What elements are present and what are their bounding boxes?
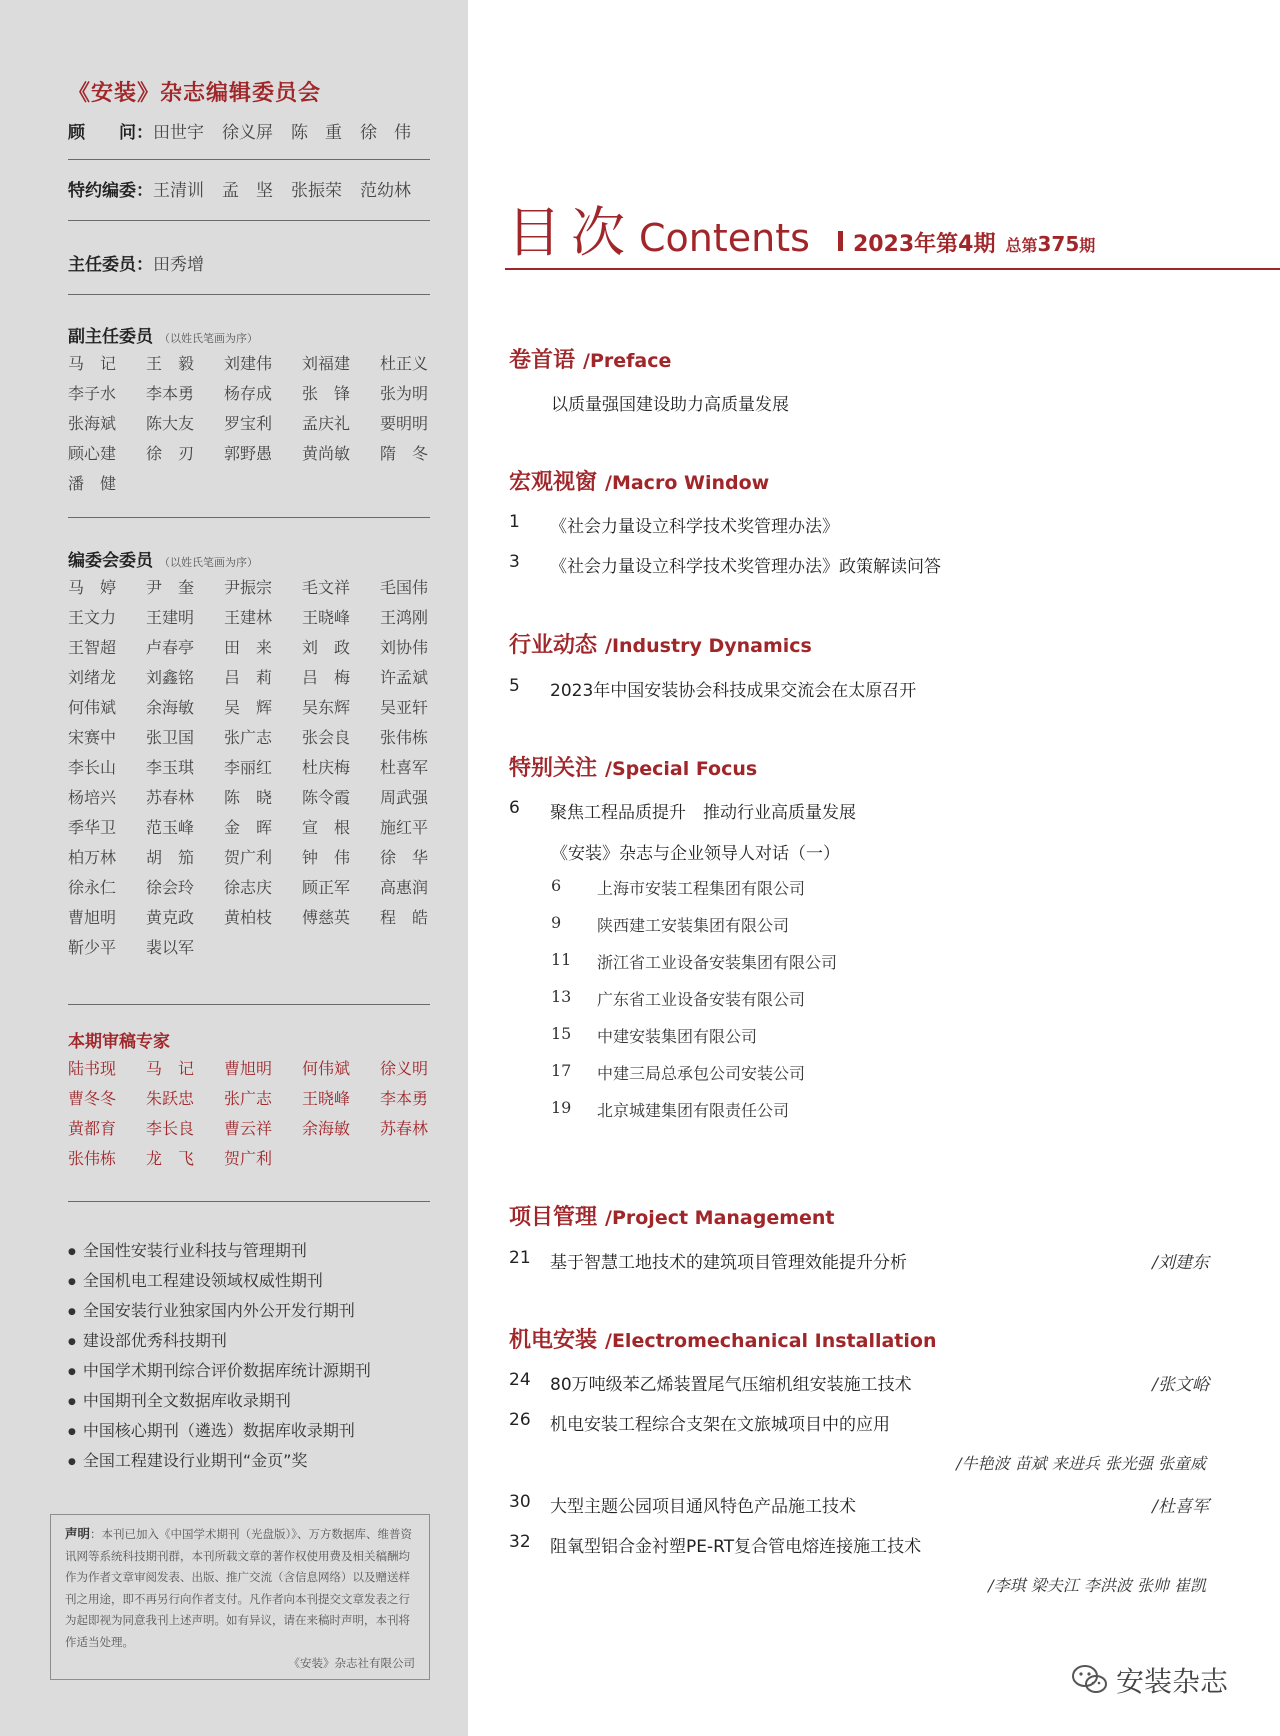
committee-member-name: 徐志庆 xyxy=(224,878,273,897)
vice-director-name: 郭野愚 xyxy=(224,444,273,463)
committee-member-name: 徐 华 xyxy=(380,848,429,867)
wechat-icon xyxy=(1070,1662,1110,1698)
page-number: 21 xyxy=(509,1248,531,1268)
committee-member-name: 季华卫 xyxy=(68,818,117,837)
section-special-focus xyxy=(509,751,757,782)
vice-director-name: 张为明 xyxy=(380,384,429,403)
committee-member-name: 吕 梅 xyxy=(302,668,351,687)
declaration-box xyxy=(50,1514,430,1680)
divider xyxy=(68,1201,430,1202)
vice-director-name: 李子水 xyxy=(68,384,117,403)
vice-director-name: 隋 冬 xyxy=(380,444,429,463)
reviewer-name: 张伟栋 xyxy=(68,1149,117,1168)
page-number: 11 xyxy=(551,950,572,969)
entry-title: 80万吨级苯乙烯装置尾气压缩机组安装施工技术 xyxy=(550,1375,912,1395)
committee-member-name: 吴 辉 xyxy=(224,698,273,717)
committee-heading-text: 编委会委员 xyxy=(68,551,153,571)
toc-entry[interactable] xyxy=(509,1532,1209,1557)
committee-heading xyxy=(68,546,258,571)
entry-title: 聚焦工程品质提升 推动行业高质量发展 xyxy=(550,803,856,823)
declaration-text: ：本刊已加入《中国学术期刊（光盘版）》、万方数据库、维普资讯网等系统科技期刊群，本刊所载文章的著作权使用费及相关稿酬均作为作者文章审阅发表、出版、推广交流（含信息网络）以及赠送样刊之用途，即不再另行向作者支付。凡作者向本刊提交文章发表之行为起即视为同意我刊上述声明。如有异议，请在来稿时声明，本刊将作适当处理。 xyxy=(65,1527,413,1649)
section-en: /Electromechanical Installation xyxy=(605,1330,937,1352)
contents-title-cn: 目次 xyxy=(507,201,635,264)
divider xyxy=(68,294,430,295)
committee-member-name: 徐永仁 xyxy=(68,878,117,897)
company-name: 中建三局总承包公司安装公司 xyxy=(597,1064,806,1083)
committee-member-name: 张卫国 xyxy=(146,728,195,747)
honor-item: ● 中国期刊全文数据库收录期刊 xyxy=(68,1386,371,1416)
committee-member-name: 裴以军 xyxy=(146,938,195,957)
vice-director-name: 孟庆礼 xyxy=(302,414,351,433)
declaration-label: 声明 xyxy=(65,1526,91,1541)
reviewers-grid xyxy=(68,1056,440,1176)
reviewer-name: 龙 飞 xyxy=(146,1149,195,1168)
vice-director-name: 王 毅 xyxy=(146,354,195,373)
reviewer-name: 朱跃忠 xyxy=(146,1089,195,1108)
honor-item: ● 中国核心期刊（遴选）数据库收录期刊 xyxy=(68,1416,371,1446)
advisor-name: 田世宇 xyxy=(153,123,204,143)
company-name: 浙江省工业设备安装集团有限公司 xyxy=(597,953,838,972)
toc-entry[interactable] xyxy=(509,1370,1209,1395)
honor-item: ● 全国机电工程建设领域权威性期刊 xyxy=(68,1266,371,1296)
advisors-names xyxy=(153,118,429,143)
wechat-logo xyxy=(1070,1660,1228,1700)
reviewer-name: 曹冬冬 xyxy=(68,1089,117,1108)
committee-member-name: 陈 晓 xyxy=(224,788,273,807)
vice-director-name: 潘 健 xyxy=(68,474,117,493)
page-number: 13 xyxy=(551,987,572,1006)
section-en: /Special Focus xyxy=(605,758,758,780)
reviewer-name: 张广志 xyxy=(224,1089,273,1108)
entry-title: 大型主题公园项目通风特色产品施工技术 xyxy=(550,1497,856,1517)
section-preface xyxy=(509,343,671,374)
committee-member-name: 张会良 xyxy=(302,728,351,747)
divider xyxy=(68,517,430,518)
total-issue xyxy=(1005,232,1095,256)
vice-director-name: 马 记 xyxy=(68,354,117,373)
committee-member-name: 何伟斌 xyxy=(68,698,117,717)
vice-directors-heading-text: 副主任委员 xyxy=(68,327,153,347)
vice-director-name: 陈大友 xyxy=(146,414,195,433)
company-entry[interactable] xyxy=(551,1061,805,1084)
contents-title-en: Contents xyxy=(639,216,810,260)
committee-member-name: 宣 根 xyxy=(302,818,351,837)
company-entry[interactable] xyxy=(551,913,789,936)
vice-directors-grid xyxy=(68,351,440,501)
committee-member-name: 刘鑫铭 xyxy=(146,668,195,687)
entry-author: /刘建东 xyxy=(1152,1253,1209,1273)
committee-member-name: 杨培兴 xyxy=(68,788,117,807)
page-number: 3 xyxy=(509,552,520,572)
vice-director-name: 刘建伟 xyxy=(224,354,273,373)
special-editors-row xyxy=(68,176,429,201)
company-entry[interactable] xyxy=(551,876,805,899)
advisor-name: 徐义屏 xyxy=(222,123,273,143)
honor-item: ● 全国工程建设行业期刊“金页”奖 xyxy=(68,1446,371,1476)
toc-entry[interactable] xyxy=(509,676,1209,701)
section-cn: 宏观视窗 xyxy=(509,470,598,495)
vice-director-name: 徐 刃 xyxy=(146,444,195,463)
vice-director-name: 罗宝利 xyxy=(224,414,273,433)
editor-name: 范幼林 xyxy=(360,181,411,201)
committee-member-name: 刘 政 xyxy=(302,638,351,657)
company-entry[interactable] xyxy=(551,1098,789,1121)
advisor-name: 陈 重 xyxy=(291,123,342,143)
entry-title: 基于智慧工地技术的建筑项目管理效能提升分析 xyxy=(550,1253,907,1273)
reviewer-name: 贺广利 xyxy=(224,1149,273,1168)
committee-member-name: 张广志 xyxy=(224,728,273,747)
editorial-sidebar xyxy=(0,0,468,1736)
company-entry[interactable] xyxy=(551,987,805,1010)
issue-number: 2023年第4期 xyxy=(852,232,996,257)
reviewer-name: 曹旭明 xyxy=(224,1059,273,1078)
reviewer-name: 黄都育 xyxy=(68,1119,117,1138)
toc-entry[interactable] xyxy=(509,1492,1209,1517)
director-names xyxy=(153,250,222,275)
committee-member-name: 王鸿刚 xyxy=(380,608,429,627)
committee-member-name: 胡 笳 xyxy=(146,848,195,867)
committee-member-name: 刘协伟 xyxy=(380,638,429,657)
committee-member-name: 高惠润 xyxy=(380,878,429,897)
committee-member-name: 尹振宗 xyxy=(224,578,273,597)
committee-member-name: 钟 伟 xyxy=(302,848,351,867)
committee-member-name: 李长山 xyxy=(68,758,117,777)
committee-member-name: 田 来 xyxy=(224,638,273,657)
reviewer-name: 陆书现 xyxy=(68,1059,117,1078)
advisors-label: 顾 问： xyxy=(68,123,153,143)
reviewer-name: 苏春林 xyxy=(380,1119,429,1138)
editor-name: 王清训 xyxy=(153,181,204,201)
committee-member-name: 傅慈英 xyxy=(302,908,351,927)
editor-name: 张振荣 xyxy=(291,181,342,201)
reviewer-name: 曹云祥 xyxy=(224,1119,273,1138)
committee-member-name: 范玉峰 xyxy=(146,818,195,837)
reviewer-name: 何伟斌 xyxy=(302,1059,351,1078)
special-editors-names xyxy=(153,176,429,201)
committee-title: 《安装》杂志编辑委员会 xyxy=(68,81,322,106)
section-cn: 特别关注 xyxy=(509,756,598,781)
committee-member-name: 王晓峰 xyxy=(302,608,351,627)
reviewer-name: 马 记 xyxy=(146,1059,195,1078)
page-number: 15 xyxy=(551,1024,572,1043)
vice-directors-heading xyxy=(68,322,258,347)
page-number: 9 xyxy=(551,913,562,932)
vice-director-name: 张 锋 xyxy=(302,384,351,403)
contents-header xyxy=(507,190,1095,267)
section-en: /Industry Dynamics xyxy=(605,635,812,657)
page-number: 30 xyxy=(509,1492,531,1512)
vice-director-name: 张海斌 xyxy=(68,414,117,433)
committee-member-name: 金 晖 xyxy=(224,818,273,837)
honor-item: ● 建设部优秀科技期刊 xyxy=(68,1326,371,1356)
committee-member-name: 刘绪龙 xyxy=(68,668,117,687)
committee-member-name: 黄柏枝 xyxy=(224,908,273,927)
company-name: 中建安装集团有限公司 xyxy=(597,1027,758,1046)
total-suffix: 期 xyxy=(1079,236,1096,255)
entry-title: 《社会力量设立科学技术奖管理办法》 xyxy=(550,517,839,537)
director-row xyxy=(68,250,222,275)
page-number: 24 xyxy=(509,1370,531,1390)
section-cn: 卷首语 xyxy=(509,348,576,373)
committee-member-name: 毛文祥 xyxy=(302,578,351,597)
committee-member-name: 马 婷 xyxy=(68,578,117,597)
company-name: 上海市安装工程集团有限公司 xyxy=(597,879,806,898)
vice-director-name: 杨存成 xyxy=(224,384,273,403)
director-label: 主任委员： xyxy=(68,255,153,275)
committee-member-name: 吴东辉 xyxy=(302,698,351,717)
committee-member-name: 柏万林 xyxy=(68,848,117,867)
committee-member-name: 尹 奎 xyxy=(146,578,195,597)
special-editors-label: 特约编委： xyxy=(68,181,153,201)
total-num: 375 xyxy=(1037,232,1080,256)
committee-member-name: 余海敏 xyxy=(146,698,195,717)
committee-member-name: 贺广利 xyxy=(224,848,273,867)
company-entry[interactable] xyxy=(551,1024,757,1047)
committee-member-name: 程 皓 xyxy=(380,908,429,927)
entry-title: 《社会力量设立科学技术奖管理办法》政策解读问答 xyxy=(550,557,941,577)
divider xyxy=(68,159,430,160)
page-number: 26 xyxy=(509,1410,531,1430)
reviewer-name: 王晓峰 xyxy=(302,1089,351,1108)
reviewer-name: 余海敏 xyxy=(302,1119,351,1138)
committee-member-name: 顾正军 xyxy=(302,878,351,897)
reviewer-name: 徐义明 xyxy=(380,1059,429,1078)
reviewer-name: 李本勇 xyxy=(380,1089,429,1108)
reviewers-heading: 本期审稿专家 xyxy=(68,1032,170,1052)
entry-authors-line: /李琪 梁夫江 李洪波 张帅 崔凯 xyxy=(988,1576,1206,1595)
vice-director-name: 刘福建 xyxy=(302,354,351,373)
vice-director-name: 杜正义 xyxy=(380,354,429,373)
committee-member-name: 王建林 xyxy=(224,608,273,627)
honor-item: ● 中国学术期刊综合评价数据库统计源期刊 xyxy=(68,1356,371,1386)
entry-authors-line: /牛艳波 苗斌 来进兵 张光强 张童威 xyxy=(956,1454,1206,1473)
divider xyxy=(68,220,430,221)
divider xyxy=(68,1004,430,1005)
header-rule xyxy=(505,268,1280,270)
toc-entry[interactable] xyxy=(509,798,1209,823)
section-electromechanical xyxy=(509,1323,936,1354)
committee-member-name: 曹旭明 xyxy=(68,908,117,927)
section-industry-dynamics xyxy=(509,628,812,659)
advisors-row xyxy=(68,118,429,143)
entry-author: /杜喜军 xyxy=(1152,1497,1209,1517)
committee-member-name: 张伟栋 xyxy=(380,728,429,747)
honor-item: ● 全国安装行业独家国内外公开发行期刊 xyxy=(68,1296,371,1326)
section-en: /Preface xyxy=(583,350,672,372)
entry-author: /张文峪 xyxy=(1152,1375,1209,1395)
committee-member-name: 杜庆梅 xyxy=(302,758,351,777)
committee-member-name: 靳少平 xyxy=(68,938,117,957)
vice-director-name: 顾心建 xyxy=(68,444,117,463)
committee-member-name: 施红平 xyxy=(380,818,429,837)
section-cn: 项目管理 xyxy=(509,1205,598,1230)
committee-member-name: 毛国伟 xyxy=(380,578,429,597)
logo-text: 安装杂志 xyxy=(1116,1665,1229,1698)
committee-member-name: 王建明 xyxy=(146,608,195,627)
vice-directors-note: （以姓氏笔画为序） xyxy=(159,332,258,345)
page-number: 5 xyxy=(509,676,520,696)
committee-member-name: 徐会玲 xyxy=(146,878,195,897)
vice-director-name: 要明明 xyxy=(380,414,429,433)
committee-member-name: 卢春亭 xyxy=(146,638,195,657)
section-cn: 机电安装 xyxy=(509,1328,598,1353)
page-number: 19 xyxy=(551,1098,572,1117)
director-name: 田秀增 xyxy=(153,255,204,275)
honor-item: ● 全国性安装行业科技与管理期刊 xyxy=(68,1236,371,1266)
company-name: 广东省工业设备安装有限公司 xyxy=(597,990,806,1009)
toc-entry[interactable] xyxy=(509,552,1209,577)
section-macro-window xyxy=(509,465,769,496)
entry-title: 机电安装工程综合支架在文旅城项目中的应用 xyxy=(550,1415,890,1435)
committee-grid xyxy=(68,575,440,965)
special-subtitle: 《安装》杂志与企业领导人对话（一） xyxy=(551,844,840,864)
committee-member-name: 杜喜军 xyxy=(380,758,429,777)
committee-member-name: 宋赛中 xyxy=(68,728,117,747)
committee-member-name: 李玉琪 xyxy=(146,758,195,777)
page-number: 17 xyxy=(551,1061,572,1080)
company-entry[interactable] xyxy=(551,950,837,973)
toc-entry[interactable] xyxy=(509,512,1209,537)
page-number: 32 xyxy=(509,1532,531,1552)
committee-note: （以姓氏笔画为序） xyxy=(159,556,258,569)
committee-member-name: 王智超 xyxy=(68,638,117,657)
section-en: /Project Management xyxy=(605,1207,835,1229)
committee-member-name: 王文力 xyxy=(68,608,117,627)
reviewer-name: 李长良 xyxy=(146,1119,195,1138)
company-name: 陕西建工安装集团有限公司 xyxy=(597,916,790,935)
vice-director-name: 黄尚敏 xyxy=(302,444,351,463)
section-en: /Macro Window xyxy=(605,472,770,494)
committee-member-name: 吕 莉 xyxy=(224,668,273,687)
page-number: 6 xyxy=(509,798,520,818)
committee-member-name: 苏春林 xyxy=(146,788,195,807)
toc-entry[interactable] xyxy=(509,1410,1209,1435)
committee-member-name: 黄克政 xyxy=(146,908,195,927)
editor-name: 孟 坚 xyxy=(222,181,273,201)
section-cn: 行业动态 xyxy=(509,633,598,658)
title-bar-mark xyxy=(838,231,843,251)
committee-member-name: 周武强 xyxy=(380,788,429,807)
committee-member-name: 陈令霞 xyxy=(302,788,351,807)
total-prefix: 总第 xyxy=(1005,236,1038,255)
page-number: 6 xyxy=(551,876,562,895)
vice-director-name: 李本勇 xyxy=(146,384,195,403)
section-project-management xyxy=(509,1200,835,1231)
company-name: 北京城建集团有限责任公司 xyxy=(597,1101,790,1120)
toc-entry[interactable]: 以质量强国建设助力高质量发展 xyxy=(551,395,789,415)
committee-member-name: 许孟斌 xyxy=(380,668,429,687)
committee-member-name: 吴亚轩 xyxy=(380,698,429,717)
journal-honors-list xyxy=(68,1236,371,1476)
committee-member-name: 李丽红 xyxy=(224,758,273,777)
publisher-name: 《安装》杂志社有限公司 xyxy=(288,1656,415,1670)
page-number: 1 xyxy=(509,512,520,532)
entry-title: 2023年中国安装协会科技成果交流会在太原召开 xyxy=(550,681,917,701)
toc-entry[interactable] xyxy=(509,1248,1209,1273)
advisor-name: 徐 伟 xyxy=(360,123,411,143)
entry-title: 阻氧型铝合金衬塑PE-RT复合管电熔连接施工技术 xyxy=(550,1537,922,1557)
